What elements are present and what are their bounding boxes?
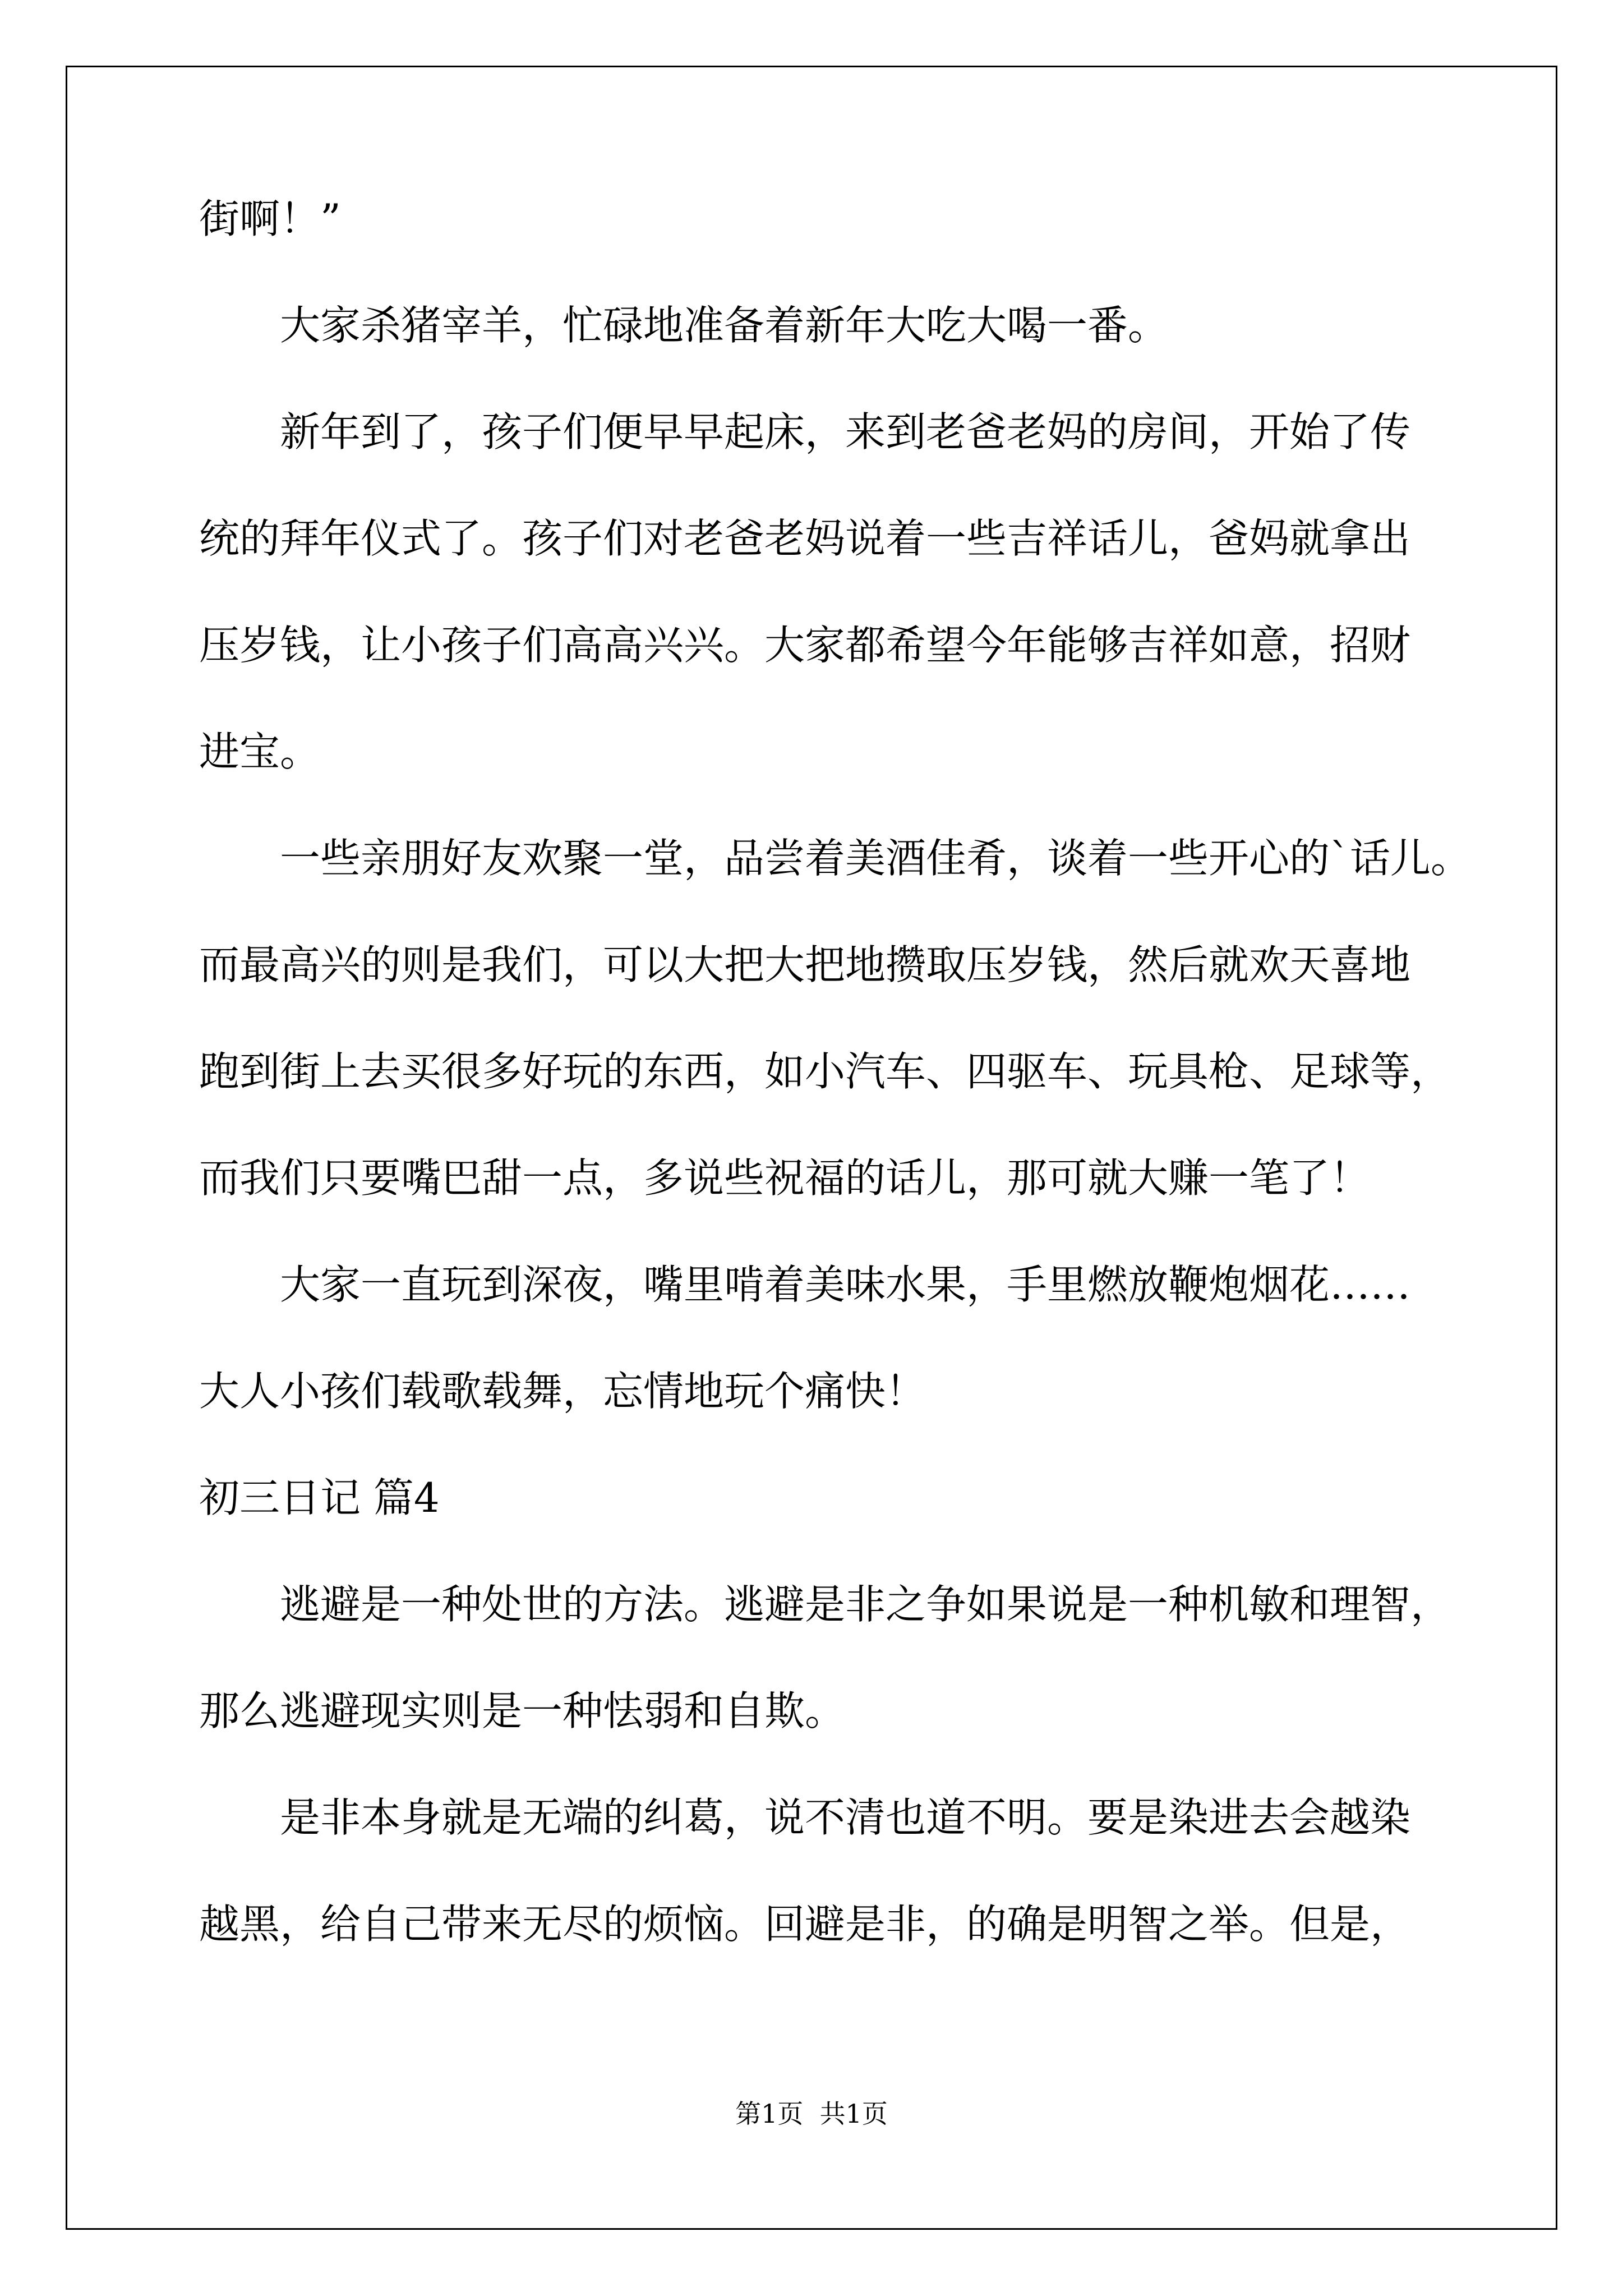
page-footer: 第1页 共1页	[735, 2099, 888, 2129]
text-line: 是非本身就是无端的纠葛，说不清也道不明。要是染进去会越染	[280, 1794, 1411, 1841]
text-line: 而最高兴的则是我们，可以大把大把地攒取压岁钱，然后就欢天喜地	[199, 941, 1411, 988]
text-line: 那么逃避现实则是一种怯弱和自欺。	[199, 1687, 846, 1734]
text-line: 大家杀猪宰羊，忙碌地准备着新年大吃大喝一番。	[280, 302, 1169, 349]
text-line: 而我们只要嘴巴甜一点，多说些祝福的话儿，那可就大赚一笔了！	[199, 1154, 1371, 1202]
text-line: 新年到了，孩子们便早早起床，来到老爸老妈的房间，开始了传	[280, 408, 1411, 455]
text-line: 大人小孩们载歌载舞，忘情地玩个痛快！	[199, 1368, 926, 1415]
text-line: 一些亲朋好友欢聚一堂，品尝着美酒佳肴，谈着一些开心的`话儿。	[280, 835, 1472, 882]
text-line: 逃避是一种处世的方法。逃避是非之争如果说是一种机敏和理智，	[280, 1581, 1451, 1628]
text-line: 越黑，给自己带来无尽的烦恼。回避是非，的确是明智之举。但是，	[199, 1901, 1411, 1948]
text-line: 大家一直玩到深夜，嘴里啃着美味水果，手里燃放鞭炮烟花……	[280, 1261, 1411, 1308]
text-line: 进宝。	[199, 728, 321, 775]
text-line: 压岁钱，让小孩子们高高兴兴。大家都希望今年能够吉祥如意，招财	[199, 622, 1411, 669]
text-line: 街啊！”	[199, 195, 341, 242]
text-line: 统的拜年仪式了。孩子们对老爸老妈说着一些吉祥话儿，爸妈就拿出	[199, 515, 1411, 562]
text-line: 跑到街上去买很多好玩的东西，如小汽车、四驱车、玩具枪、足球等，	[199, 1048, 1451, 1095]
section-heading: 初三日记 篇4	[199, 1474, 440, 1521]
